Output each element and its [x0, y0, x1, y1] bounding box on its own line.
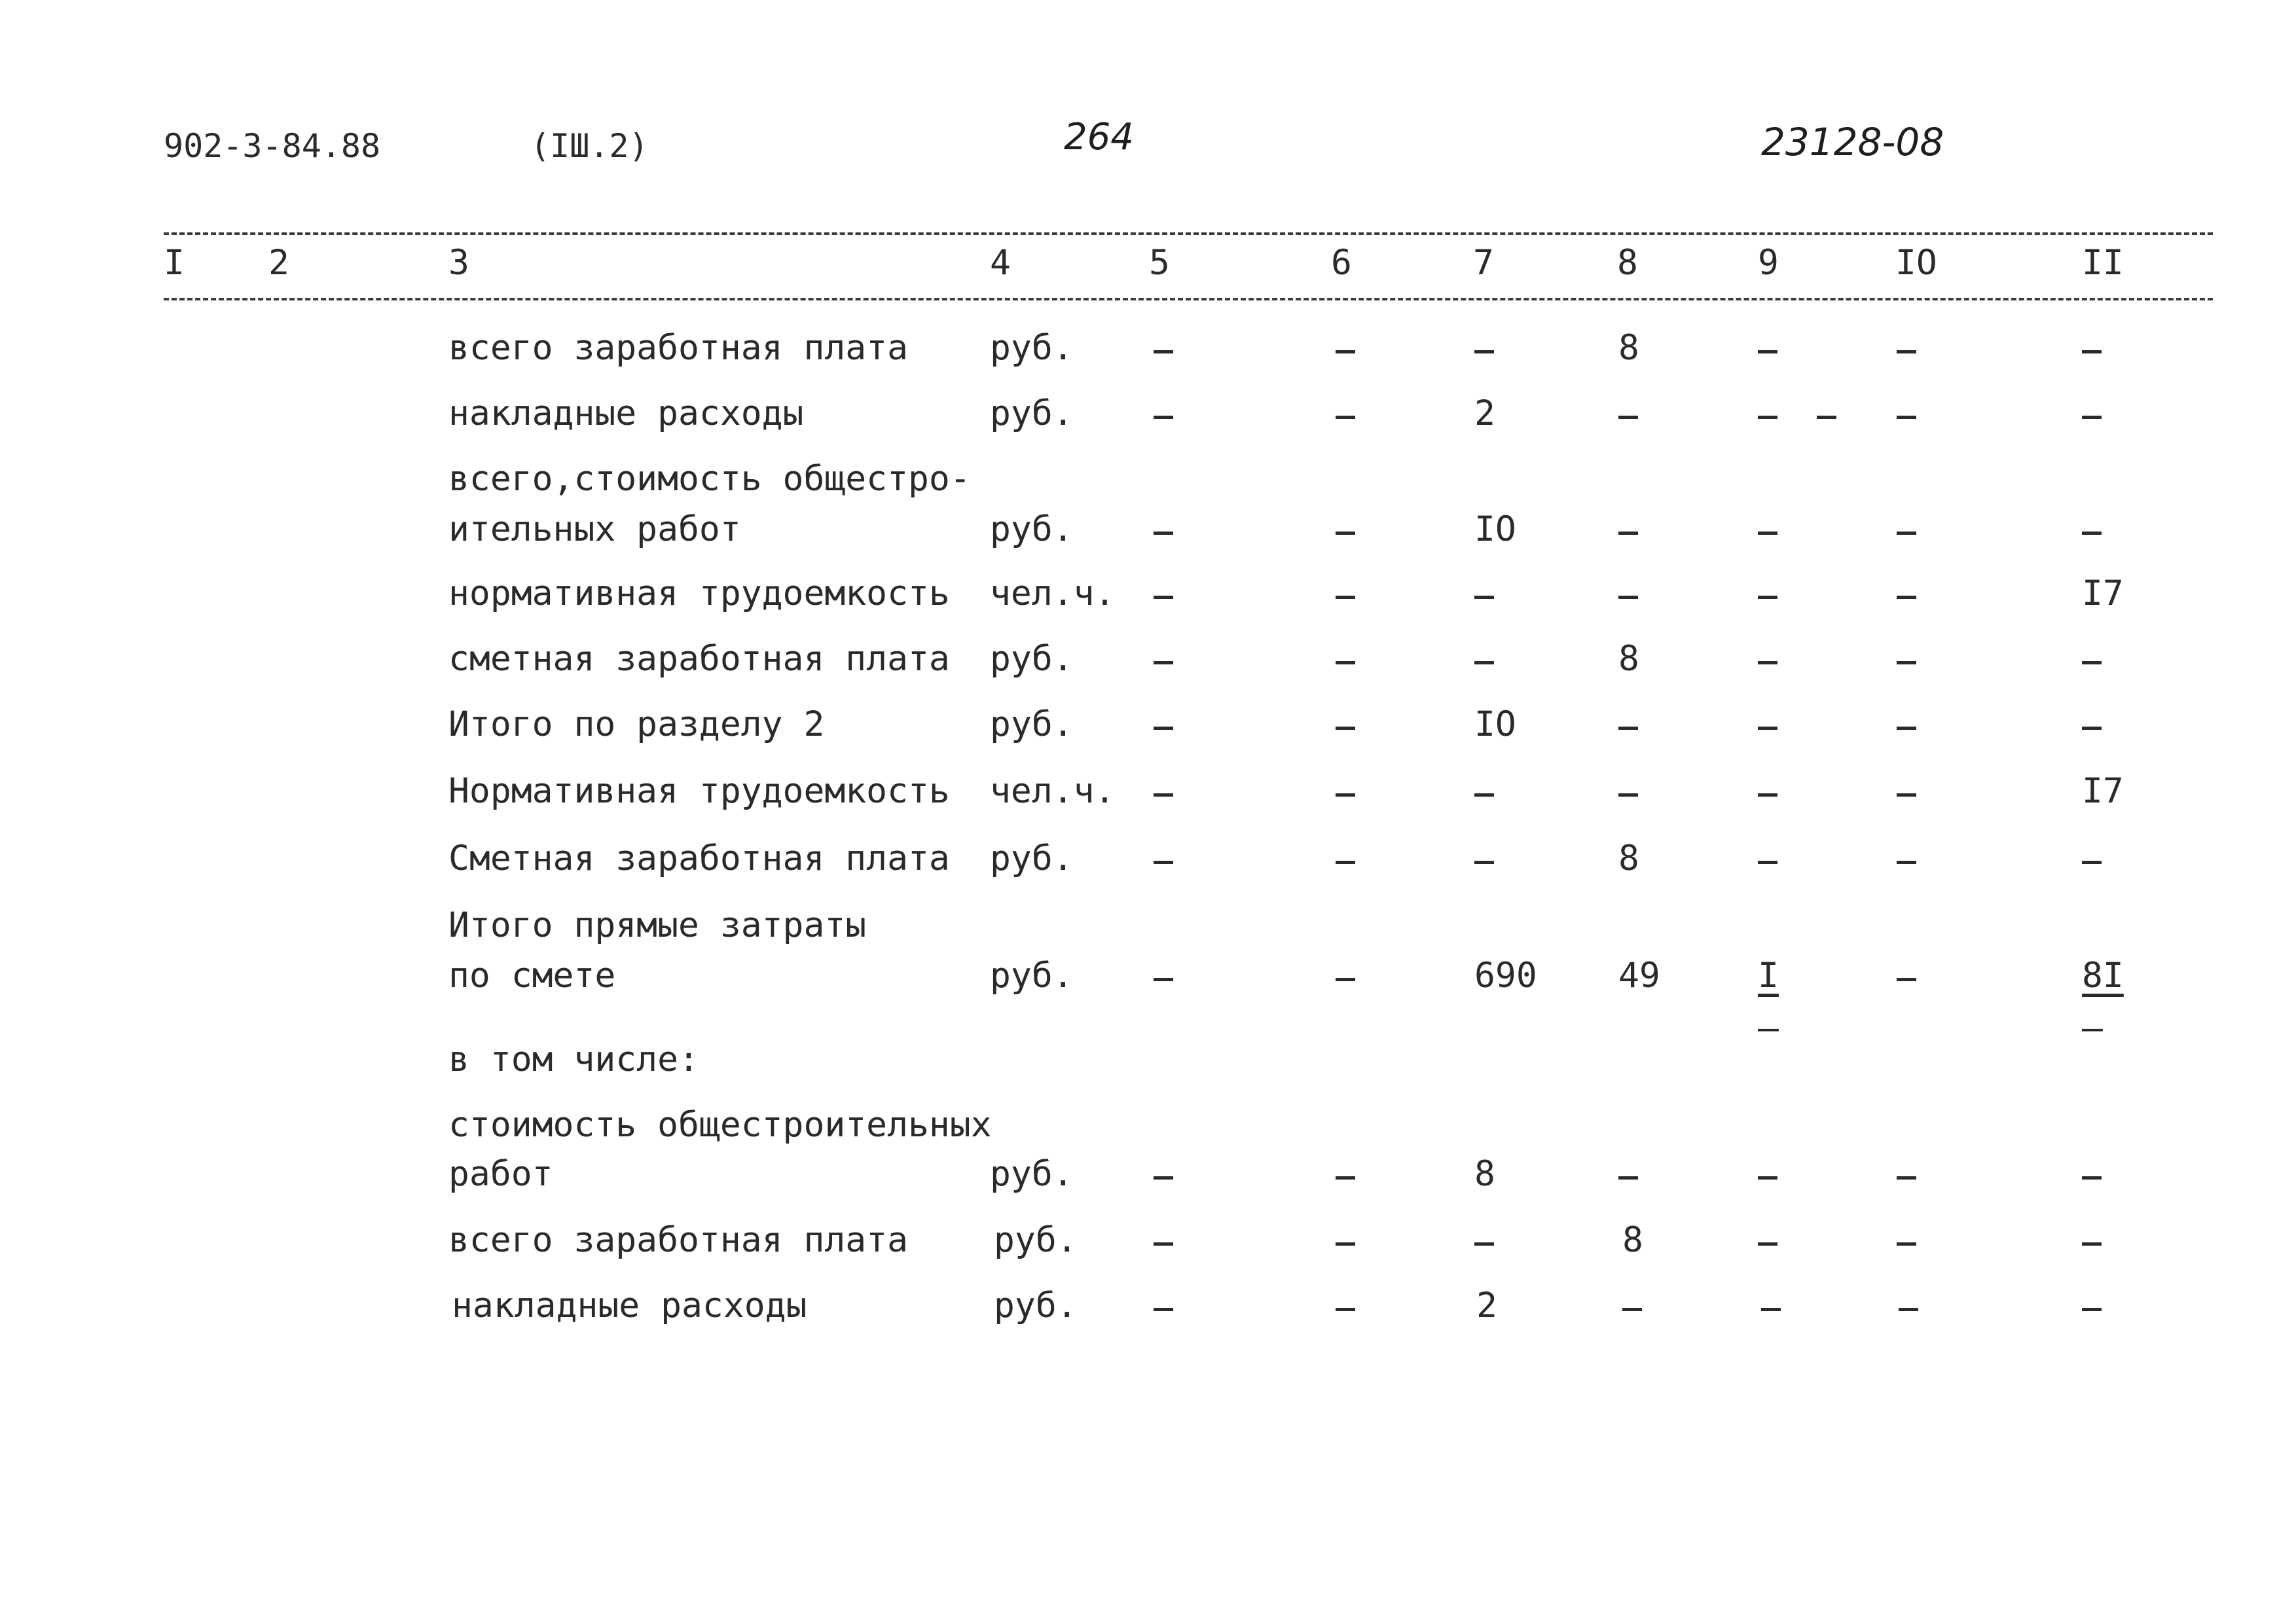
empty-value-dash	[1336, 532, 1355, 535]
column-number-10: IO	[1895, 243, 1937, 283]
row-value-col11-sub: –	[2082, 1008, 2103, 1048]
row-label: нормативная трудоемкость	[448, 573, 950, 613]
empty-value-dash	[1758, 596, 1777, 599]
empty-value-dash	[1618, 793, 1638, 797]
row-value-col8: 8	[1622, 1220, 1643, 1260]
empty-value-dash	[1897, 1176, 1916, 1180]
row-label: Сметная заработная плата	[448, 839, 950, 878]
row-unit: чел.ч.	[990, 771, 1116, 811]
row-unit: руб.	[990, 839, 1074, 878]
empty-value-dash	[1474, 861, 1494, 864]
empty-value-dash	[1758, 1242, 1777, 1246]
empty-value-dash	[1154, 793, 1173, 797]
empty-value-dash	[1336, 596, 1355, 599]
row-value-col7: 2	[1474, 393, 1495, 433]
row-label: всего,стоимость общестро-	[448, 459, 971, 499]
row-unit: руб.	[990, 704, 1074, 744]
empty-value-dash	[2082, 661, 2102, 664]
empty-value-dash	[1622, 1308, 1642, 1311]
empty-value-dash	[1154, 1308, 1173, 1311]
row-value-col11: I7	[2082, 573, 2124, 613]
empty-value-dash	[1897, 727, 1916, 730]
empty-value-dash	[1336, 350, 1355, 353]
empty-value-dash	[1758, 861, 1777, 864]
empty-value-dash	[2082, 350, 2102, 353]
column-number-11: II	[2082, 243, 2124, 283]
row-label: стоимость общестроительных	[448, 1105, 992, 1145]
empty-value-dash	[2082, 416, 2102, 419]
empty-value-dash	[2082, 727, 2102, 730]
empty-value-dash	[1154, 1242, 1173, 1246]
empty-value-dash	[1154, 350, 1173, 353]
row-value-col11: I7	[2082, 771, 2124, 811]
empty-value-dash	[1154, 532, 1173, 535]
empty-value-dash	[1618, 532, 1638, 535]
row-value-col8: 49	[1618, 956, 1660, 996]
empty-value-dash	[1817, 416, 1836, 419]
empty-value-dash	[2082, 1308, 2102, 1311]
empty-value-dash	[1336, 1242, 1355, 1246]
empty-value-dash	[1336, 661, 1355, 664]
row-value-col9-sub: –	[1758, 1008, 1779, 1048]
empty-value-dash	[1758, 793, 1777, 797]
column-number-7: 7	[1473, 243, 1494, 283]
row-value-col8: 8	[1618, 328, 1639, 368]
header-bottom-rule	[164, 298, 2213, 300]
empty-value-dash	[1618, 596, 1638, 599]
empty-value-dash	[1154, 978, 1173, 981]
row-unit: руб.	[990, 393, 1074, 433]
column-number-8: 8	[1617, 243, 1638, 283]
empty-value-dash	[1336, 978, 1355, 981]
empty-value-dash	[1618, 1176, 1638, 1180]
column-number-9: 9	[1758, 243, 1779, 283]
empty-value-dash	[1474, 596, 1494, 599]
row-unit: руб.	[990, 1154, 1074, 1194]
empty-value-dash	[2082, 532, 2102, 535]
row-value-col7: IO	[1474, 509, 1516, 549]
row-value-col7: IO	[1474, 704, 1516, 744]
empty-value-dash	[1897, 350, 1916, 353]
empty-value-dash	[1897, 861, 1916, 864]
row-unit: руб.	[990, 639, 1074, 679]
row-value-col8: 8	[1618, 639, 1639, 679]
column-number-6: 6	[1331, 243, 1352, 283]
empty-value-dash	[1897, 532, 1916, 535]
row-label: всего заработная плата	[448, 328, 908, 368]
row-label: Итого прямые затраты	[448, 905, 867, 945]
empty-value-dash	[1897, 978, 1916, 981]
empty-value-dash	[1154, 661, 1173, 664]
row-unit: руб.	[990, 328, 1074, 368]
empty-value-dash	[1758, 532, 1777, 535]
row-unit: руб.	[990, 956, 1074, 996]
empty-value-dash	[2082, 1176, 2102, 1180]
empty-value-dash	[1336, 727, 1355, 730]
row-label: сметная заработная плата	[448, 639, 950, 679]
empty-value-dash	[1758, 661, 1777, 664]
empty-value-dash	[1154, 416, 1173, 419]
row-label-continuation: ительных работ	[448, 509, 741, 549]
empty-value-dash	[2082, 861, 2102, 864]
column-number-5: 5	[1149, 243, 1170, 283]
row-label-continuation: по смете	[448, 956, 616, 996]
empty-value-dash	[1154, 596, 1173, 599]
empty-value-dash	[1154, 1176, 1173, 1180]
empty-value-dash	[1474, 793, 1494, 797]
row-value-col8: 8	[1618, 839, 1639, 878]
empty-value-dash	[1474, 661, 1494, 664]
empty-value-dash	[1154, 861, 1173, 864]
empty-value-dash	[1154, 727, 1173, 730]
empty-value-dash	[1899, 1308, 1918, 1311]
empty-value-dash	[1758, 727, 1777, 730]
row-label: в том числе:	[448, 1039, 699, 1079]
row-label: накладные расходы	[448, 393, 804, 433]
empty-value-dash	[1897, 661, 1916, 664]
page-number: 264	[1064, 116, 1134, 158]
empty-value-dash	[1474, 350, 1494, 353]
empty-value-dash	[1758, 1176, 1777, 1180]
empty-value-dash	[1336, 1308, 1355, 1311]
row-unit: руб.	[990, 509, 1074, 549]
row-value-col7: 690	[1474, 956, 1537, 996]
document-code: 902-3-84.88	[164, 127, 381, 165]
empty-value-dash	[1336, 416, 1355, 419]
row-value-col9: I	[1758, 956, 1779, 996]
column-number-2: 2	[268, 243, 289, 283]
empty-value-dash	[1336, 1176, 1355, 1180]
empty-value-dash	[1618, 416, 1638, 419]
empty-value-dash	[1761, 1308, 1781, 1311]
header-top-rule	[164, 232, 2213, 235]
empty-value-dash	[1336, 861, 1355, 864]
row-label: Итого по разделу 2	[448, 704, 825, 744]
empty-value-dash	[2082, 1242, 2102, 1246]
empty-value-dash	[1897, 1242, 1916, 1246]
empty-value-dash	[1897, 596, 1916, 599]
row-value-col7: 8	[1474, 1154, 1495, 1194]
inventory-number: 23128-08	[1761, 120, 1944, 164]
row-unit: руб.	[994, 1286, 1078, 1326]
empty-value-dash	[1897, 793, 1916, 797]
row-value-col7: 2	[1476, 1286, 1497, 1326]
row-value-col11: 8I	[2082, 956, 2124, 996]
row-label: Нормативная трудоемкость	[448, 771, 950, 811]
empty-value-dash	[1474, 1242, 1494, 1246]
section-code: (IШ.2)	[530, 127, 649, 165]
empty-value-dash	[1336, 793, 1355, 797]
column-number-1: I	[164, 243, 185, 283]
row-unit: руб.	[994, 1220, 1078, 1260]
empty-value-dash	[1758, 416, 1777, 419]
row-label: накладные расходы	[452, 1286, 807, 1326]
empty-value-dash	[1897, 416, 1916, 419]
column-number-3: 3	[448, 243, 469, 283]
row-unit: чел.ч.	[990, 573, 1116, 613]
empty-value-dash	[1758, 350, 1777, 353]
row-label: всего заработная плата	[448, 1220, 908, 1260]
empty-value-dash	[1618, 727, 1638, 730]
column-number-4: 4	[990, 243, 1011, 283]
row-label-continuation: работ	[448, 1154, 553, 1194]
